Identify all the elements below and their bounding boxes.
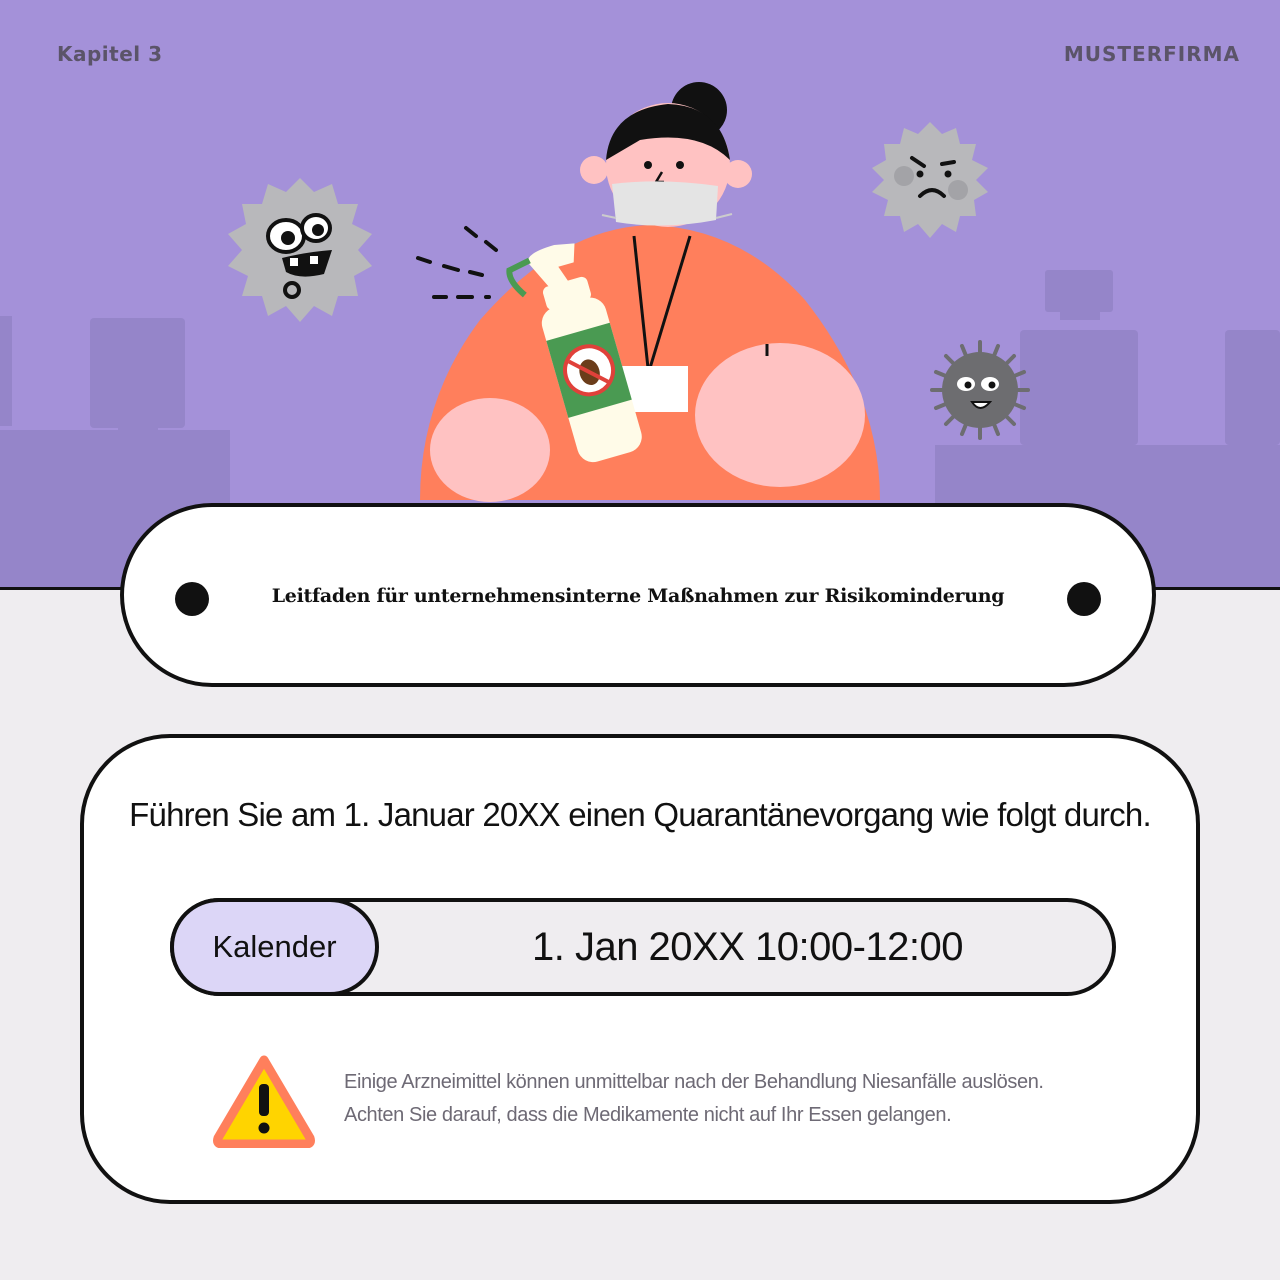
bullet-dot-right xyxy=(1067,582,1101,616)
virus-icon xyxy=(872,122,988,238)
page-title: Leitfaden für unternehmensinterne Maßnahmen zur Risikominderung xyxy=(271,585,1005,607)
hero-banner xyxy=(0,0,1280,590)
title-banner xyxy=(120,503,1156,687)
virus-icon xyxy=(932,342,1028,438)
virus-icon xyxy=(228,178,372,322)
warning-note-line: Einige Arzneimittel können unmittelbar nach der Behandlung Niesanfälle auslösen. xyxy=(344,1071,1044,1093)
spray-mist xyxy=(418,228,496,297)
calendar-label: Kalender xyxy=(170,898,379,996)
warning-note xyxy=(344,1066,1144,1132)
calendar-value: 1. Jan 20XX 10:00-12:00 xyxy=(531,924,964,969)
instruction-text: Führen Sie am 1. Januar 20XX einen Quarantänevorgang wie folgt durch. xyxy=(129,796,1151,833)
calendar-entry xyxy=(170,898,1116,996)
bullet-dot-left xyxy=(175,582,209,616)
chapter-label: Kapitel 3 xyxy=(57,42,163,66)
info-card xyxy=(80,734,1200,1204)
warning-note-line: Achten Sie darauf, dass die Medikamente nicht auf Ihr Essen gelangen. xyxy=(344,1104,952,1126)
brand-label: MUSTERFIRMA xyxy=(1063,42,1240,66)
warning-icon xyxy=(212,1054,316,1148)
hero-illustration xyxy=(0,0,1280,590)
